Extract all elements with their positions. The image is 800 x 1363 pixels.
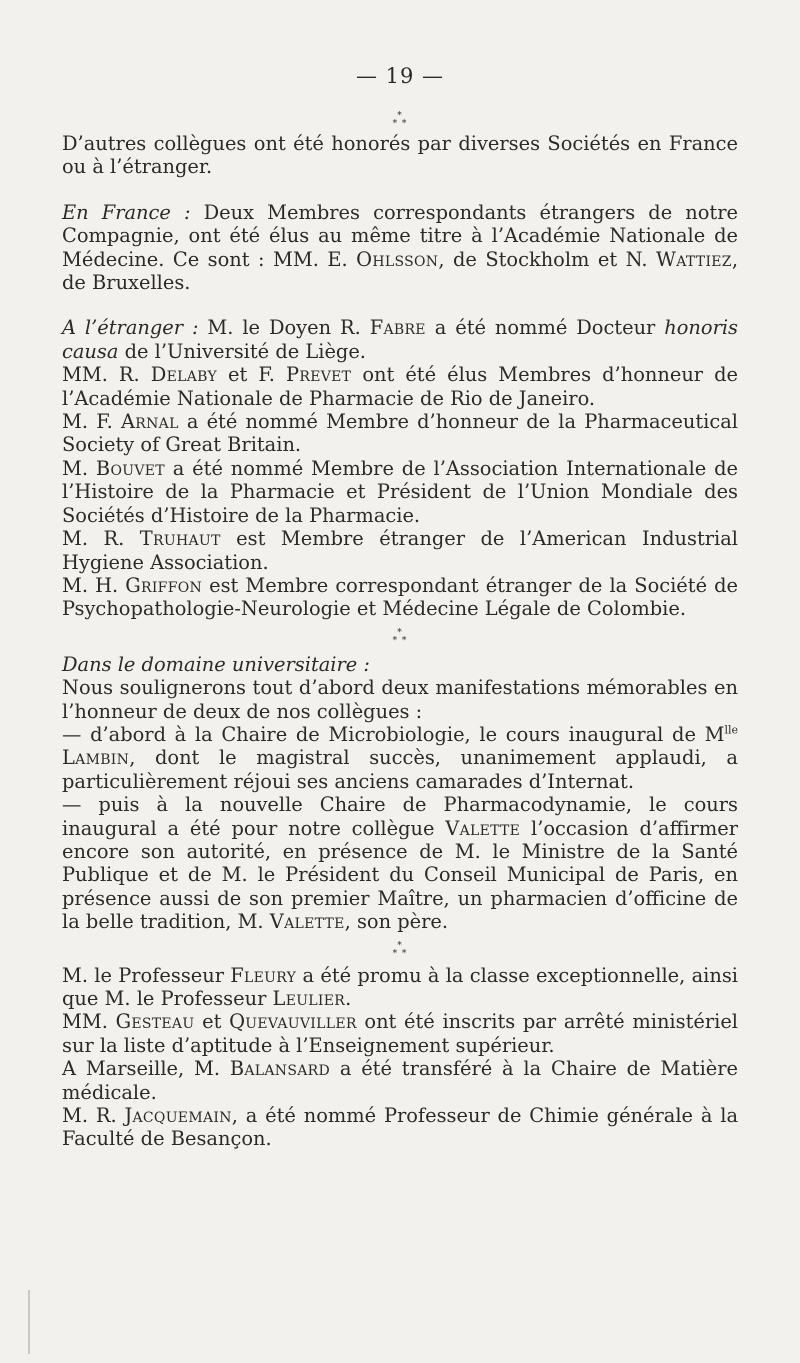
paragraph-truhaut: M. R. Truhaut est Membre étranger de l’American Industrial Hygiene Association. xyxy=(62,527,739,574)
paragraph-gesteau: MM. Gesteau et Quevauviller ont été inscrits par arrêté ministériel sur la liste d’aptitude à l’Enseignement supérieur. xyxy=(62,1010,738,1057)
asterism-divider: * * * xyxy=(392,111,408,129)
paragraph-balansard: A Marseille, M. Balansard a été transféré à la Chaire de Matière médicale. xyxy=(62,1057,738,1104)
section-heading-universitaire: Dans le domaine universitaire : xyxy=(62,652,370,676)
paragraph-delaby: MM. R. Delaby et F. Prevet ont été élus Membres d’honneur de l’Académie Nationale de Pharmacie de Rio de Janeiro. xyxy=(62,363,739,410)
paragraph-intro: D’autres collègues ont été honorés par diverses Sociétés en France ou à l’étranger. xyxy=(62,132,738,179)
asterism-divider: * * * xyxy=(392,940,408,959)
asterism-divider: * * * xyxy=(392,627,408,646)
paragraph-valette: — puis à la nouvelle Chaire de Pharmacodynamie, le cours inaugural a été pour notre collègue Valette l’occasion d’affirmer encore son autorité, en présence de M. le Ministre de la Santé Publique et de M. le Président du Conseil Municipal de Paris, en présence aussi de son premier Maître, un pharmacien d’officine de la belle tradition, M. Valette, son père. xyxy=(62,793,738,934)
paragraph-manifestations: Nous soulignerons tout d’abord deux manifestations mémorables en l’honneur de deux de nos collègues : xyxy=(62,676,738,723)
page-body xyxy=(62,110,738,1151)
paragraph-en-france: En France : Deux Membres correspondants étrangers de notre Compagnie, ont été élus au même titre à l’Académie Nationale de Médecine. Ce sont : MM. E. Ohlsson, de Stockholm et N. Wattiez, de Bruxelles. xyxy=(62,200,738,295)
paragraph-arnal: M. F. Arnal a été nommé Membre d’honneur de la Pharmaceutical Society of Great Britain. xyxy=(62,410,738,457)
paragraph-fleury: M. le Professeur Fleury a été promu à la classe exceptionnelle, ainsi que M. le Professeur Leulier. xyxy=(62,963,738,1010)
paragraph-etranger: A l’étranger : M. le Doyen R. Fabre a été nommé Docteur honoris causa de l’Université de Liège. xyxy=(62,316,739,363)
page-number: — 19 — xyxy=(355,64,445,88)
paragraph-bouvet: M. Bouvet a été nommé Membre de l’Association Internationale de l’Histoire de la Pharmacie et Président de l’Union Mondiale des Sociétés d’Histoire de la Pharmacie. xyxy=(62,456,738,527)
paragraph-griffon: M. H. Griffon est Membre correspondant étranger de la Société de Psychopathologie-Neurologie et Médecine Légale de Colombie. xyxy=(62,573,738,621)
paragraph-lambin: — d’abord à la Chaire de Microbiologie, le cours inaugural de $M^{lle}$ Lambin, dont le magistral succès, unanimement applaudi, a particulièrement réjoui ses anciens camarades d’Internat. xyxy=(62,722,738,793)
paragraph-jacquemain: M. R. Jacquemain, a été nommé Professeur de Chimie générale à la Faculté de Besançon. xyxy=(62,1104,738,1151)
scan-edge-mark xyxy=(28,1290,30,1354)
